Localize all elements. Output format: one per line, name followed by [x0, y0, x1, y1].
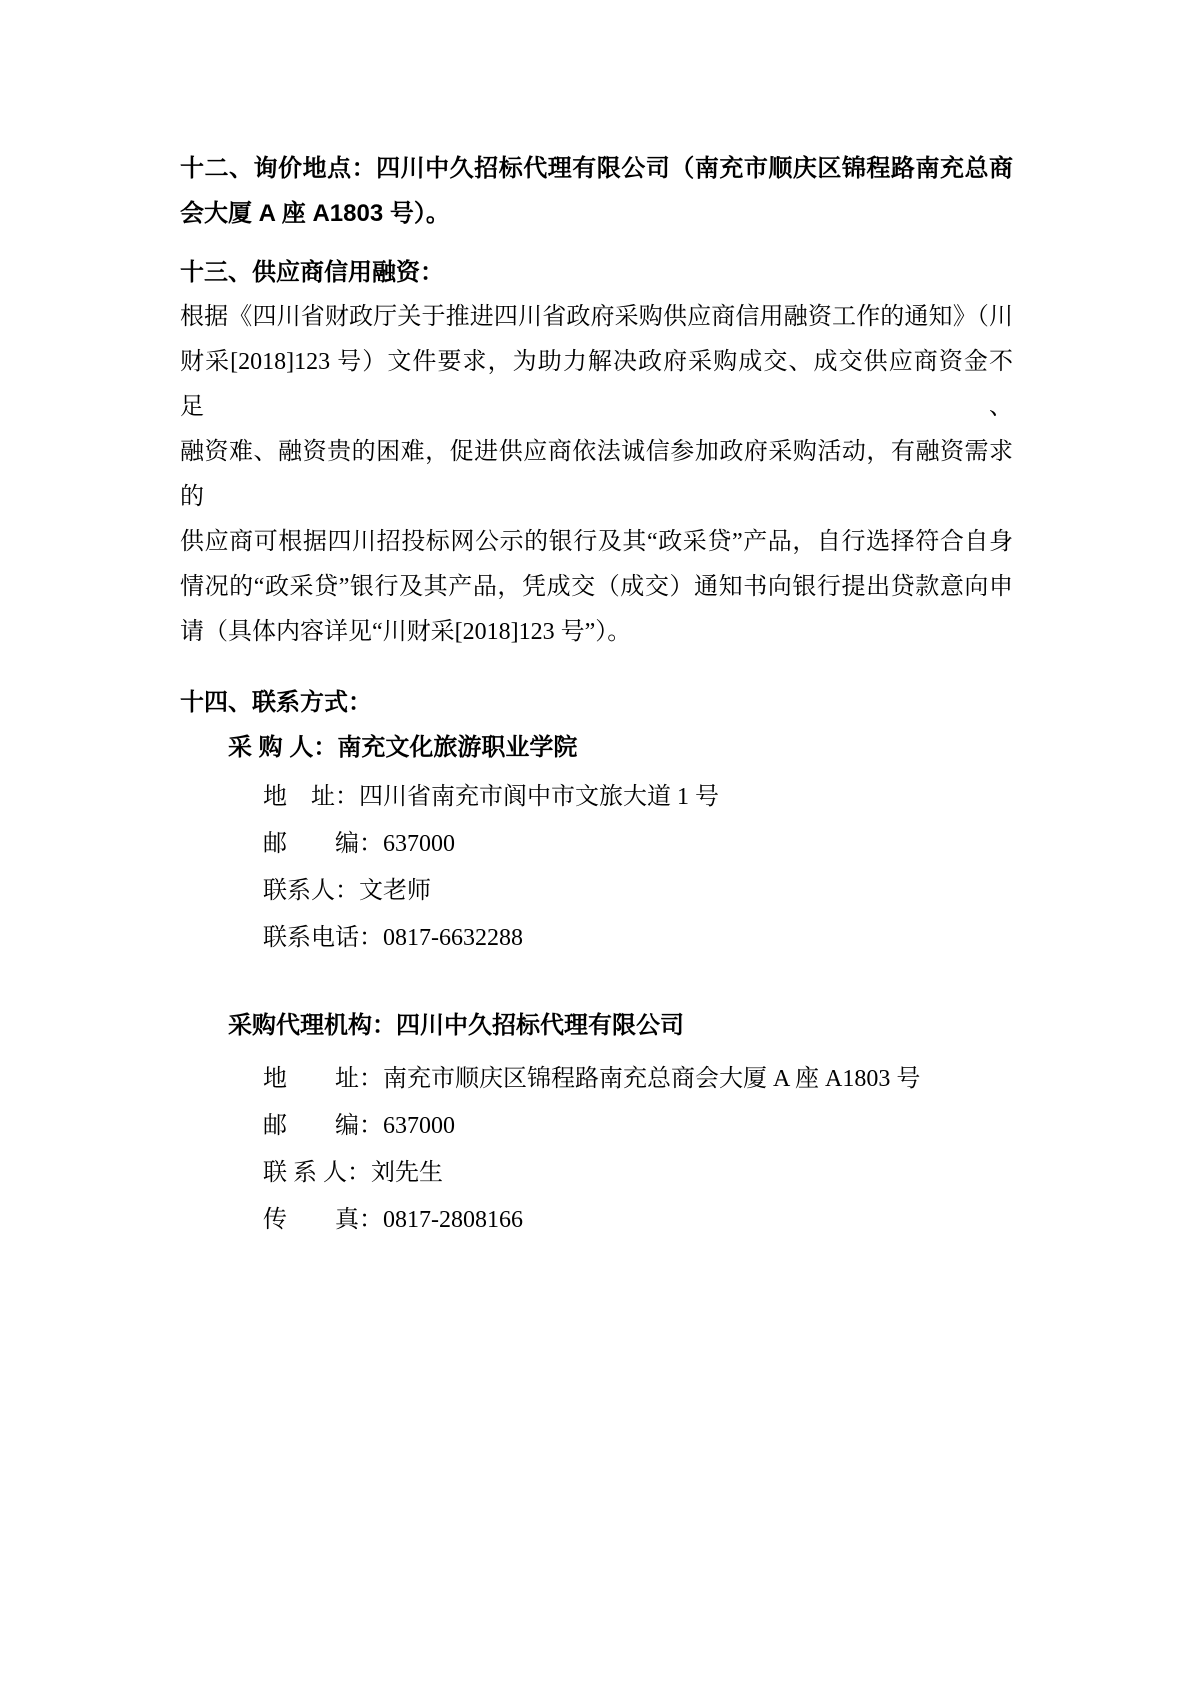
section-13-paragraph	[180, 295, 1013, 655]
section-13-heading: 十三、供应商信用融资：	[180, 259, 444, 286]
address-value: 南充市顺庆区锦程路南充总商会大厦 A 座 A1803 号	[383, 1066, 921, 1092]
paragraph-line: 情况的“政采贷”银行及其产品，凭成交（成交）通知书向银行提出贷款意向申	[180, 574, 1013, 600]
address-value: 四川省南充市阆中市文旅大道 1 号	[359, 784, 719, 810]
agency-address-row	[180, 1056, 1013, 1103]
agency-contact-rows	[180, 1056, 1013, 1244]
purchaser-address-row	[180, 774, 1013, 821]
section-13	[180, 250, 1013, 655]
agency-contact-person-row	[180, 1150, 1013, 1197]
postcode-label: 邮 编：	[263, 1113, 383, 1139]
agency-title-label: 采购代理机构：	[228, 1012, 396, 1039]
paragraph-line: 根据《四川省财政厅关于推进四川省政府采购供应商信用融资工作的通知》（川	[180, 304, 1013, 330]
purchaser-contact-person-row	[180, 868, 1013, 915]
postcode-value: 637000	[383, 1113, 455, 1139]
section-14-heading: 十四、联系方式：	[180, 689, 372, 716]
address-label: 地 址：	[263, 1066, 383, 1092]
phone-value: 0817-6632288	[383, 925, 523, 951]
section-12-heading-line-1: 十二、询价地点：四川中久招标代理有限公司（南充市顺庆区锦程路南充总商	[180, 155, 1013, 182]
purchaser-title	[180, 725, 1013, 770]
fax-label: 传 真：	[263, 1207, 383, 1233]
purchaser-name: 南充文化旅游职业学院	[337, 734, 578, 761]
agency-title	[180, 1003, 1013, 1048]
paragraph-line: 请（具体内容详见“川财采[2018]123 号”）。	[180, 619, 632, 645]
purchaser-postcode-row	[180, 821, 1013, 868]
postcode-value: 637000	[383, 831, 455, 857]
contact-person-value: 刘先生	[371, 1160, 443, 1186]
paragraph-line: 供应商可根据四川招投标网公示的银行及其“政采贷”产品，自行选择符合自身	[180, 529, 1013, 555]
section-14	[180, 680, 1013, 1244]
purchaser-phone-row	[180, 915, 1013, 962]
fax-value: 0817-2808166	[383, 1207, 523, 1233]
section-12	[180, 146, 1013, 236]
document-content	[180, 146, 1013, 1244]
agency-postcode-row	[180, 1103, 1013, 1150]
agency-fax-row	[180, 1197, 1013, 1244]
contact-person-value: 文老师	[359, 878, 431, 904]
phone-label: 联系电话：	[263, 925, 383, 951]
postcode-label: 邮 编：	[263, 831, 383, 857]
paragraph-line: 融资难、融资贵的困难，促进供应商依法诚信参加政府采购活动，有融资需求的	[180, 439, 1013, 510]
contact-person-label: 联 系 人：	[263, 1160, 371, 1186]
contact-person-label: 联系人：	[263, 878, 359, 904]
purchaser-contact-rows	[180, 774, 1013, 962]
paragraph-line: 财采[2018]123 号）文件要求，为助力解决政府采购成交、成交供应商资金不足、	[180, 349, 1013, 420]
purchaser-title-label: 采 购 人：	[228, 734, 338, 761]
section-12-heading-line-2: 会大厦 A 座 A1803 号）。	[180, 200, 450, 227]
purchaser-block	[180, 725, 1013, 962]
address-label: 地 址：	[263, 784, 359, 810]
agency-block	[180, 1003, 1013, 1244]
agency-name: 四川中久招标代理有限公司	[396, 1012, 684, 1039]
